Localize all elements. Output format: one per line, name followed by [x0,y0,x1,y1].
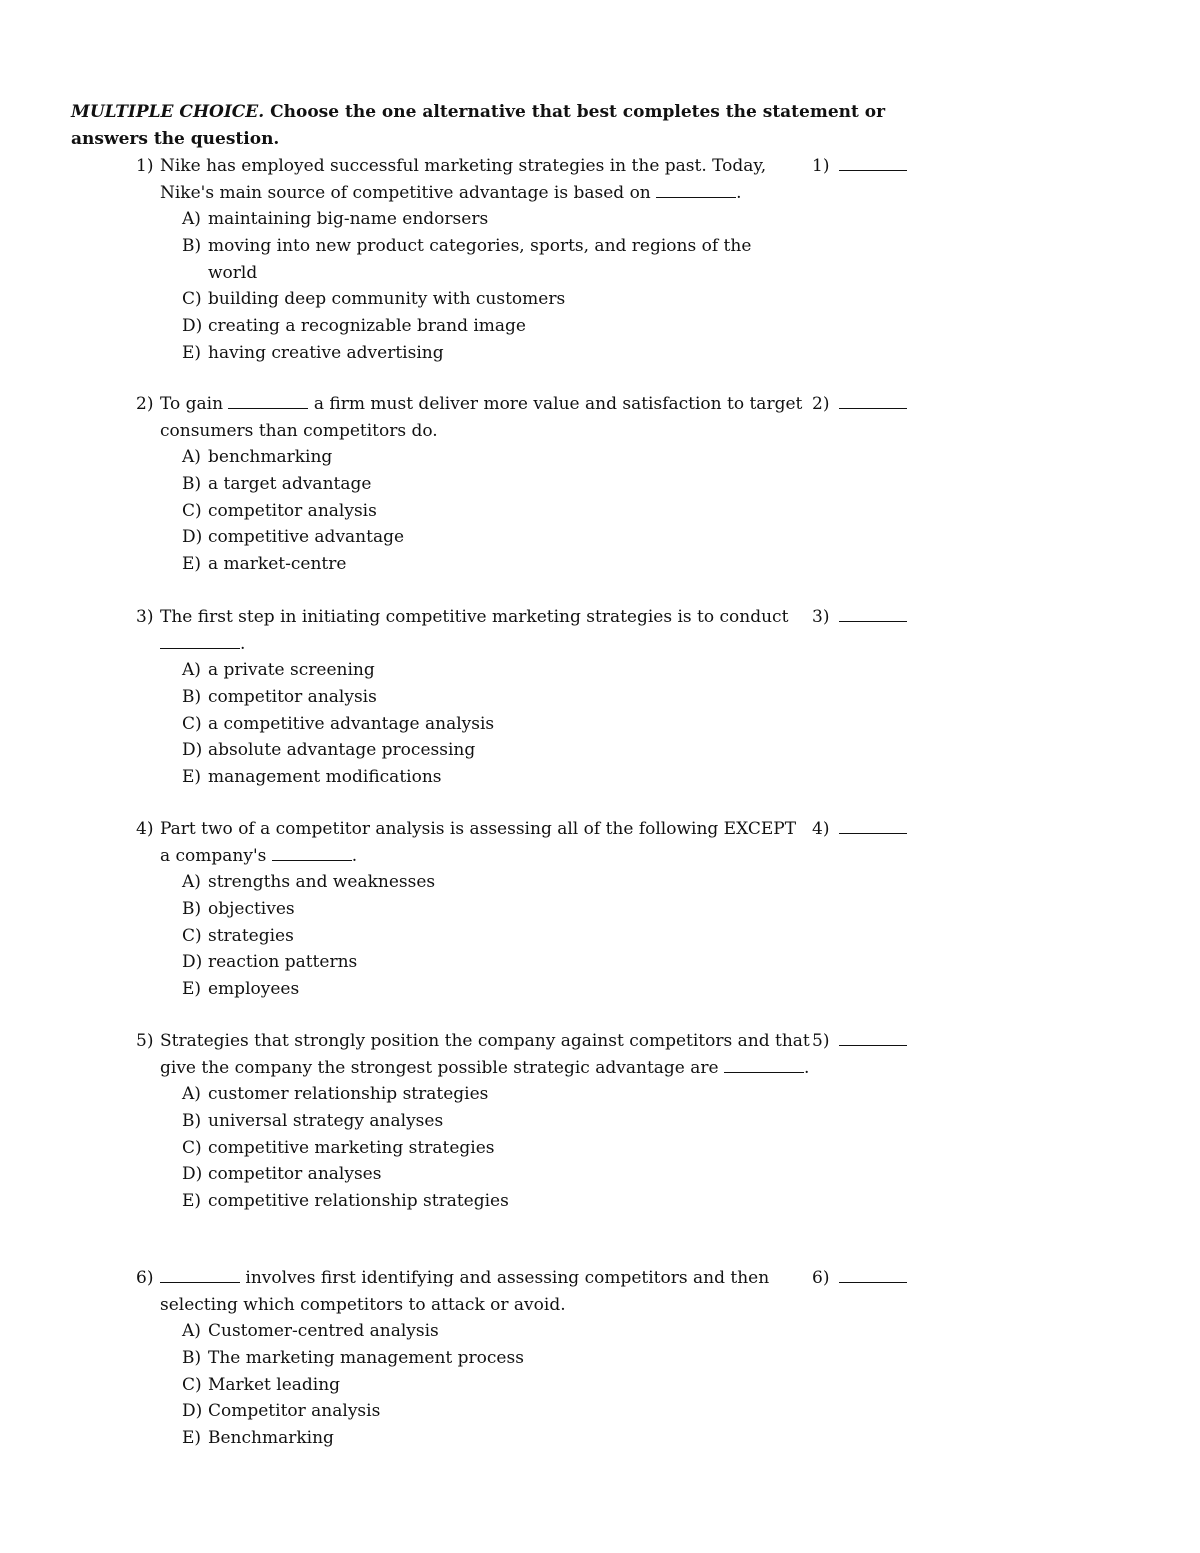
option-text: creating a recognizable brand image [208,316,526,337]
option-b[interactable] [182,1108,778,1135]
option-text: a market-centre [208,554,347,575]
option-b[interactable] [182,1345,778,1372]
option-letter: D) [182,1164,203,1185]
fill-in-blank [656,187,736,198]
option-text: absolute advantage processing [208,740,476,761]
option-d[interactable] [182,313,778,340]
option-list [136,206,926,367]
stem-text-before: Strategies that strongly position the company against competitors and that give the company the strongest possible strategic advantage are [160,1031,810,1078]
question-number: 3) [136,607,154,627]
answer-line[interactable] [839,158,907,171]
option-list [136,657,926,791]
option-c[interactable] [182,711,778,738]
option-list [136,869,926,1003]
question-number: 4) [136,819,154,839]
option-text: Customer-centred analysis [208,1321,439,1341]
section-header [71,99,931,153]
option-letter: A) [182,1321,201,1341]
option-c[interactable] [182,286,778,313]
question-4 [136,816,926,1003]
option-c[interactable] [182,498,778,525]
option-b[interactable] [182,896,778,923]
stem-text-before: The first step in initiating competitive marketing strategies is to conduct [160,607,789,627]
option-letter: B) [182,235,202,256]
answer-slot[interactable] [812,604,907,631]
question-number: 2) [136,394,154,414]
question-5 [136,1028,926,1215]
option-d[interactable] [182,949,778,976]
option-letter: C) [182,1137,202,1158]
fill-in-blank [724,1062,804,1073]
option-list [136,1318,926,1452]
stem-text-after: . [351,845,358,866]
option-d[interactable] [182,1398,778,1425]
option-letter: D) [182,1401,203,1422]
option-text: universal strategy analyses [208,1110,444,1131]
option-text: Competitor analysis [208,1401,381,1422]
answer-number: 4) [812,819,830,839]
option-text: customer relationship strategies [208,1084,489,1104]
option-a[interactable] [182,206,778,233]
stem-text-after: involves first identifying and assessing competitors and then selecting which competitors to attack or avoid. [160,1268,770,1315]
option-text: competitive advantage [208,527,405,548]
option-letter: B) [182,898,202,919]
answer-line[interactable] [839,1270,907,1283]
answer-number: 1) [812,156,830,176]
option-letter: B) [182,1347,202,1368]
fill-in-blank [160,1272,240,1283]
option-c[interactable] [182,1372,778,1399]
stem-text-after: a firm must deliver more value and satisfaction to target consumers than competitors do. [160,394,803,441]
answer-line[interactable] [839,609,907,622]
option-text: competitor analyses [208,1164,382,1185]
option-text: Market leading [208,1374,341,1395]
option-e[interactable] [182,340,778,367]
option-letter: D) [182,952,203,973]
question-stem [136,391,810,444]
option-letter: C) [182,925,202,946]
stem-text-before: Part two of a competitor analysis is assessing all of the following EXCEPT a company's [160,819,797,866]
stem-text-before: Nike has employed successful marketing strategies in the past. Today, Nike's main source of competitive advantage is based on [160,156,767,203]
option-a[interactable] [182,1081,778,1108]
option-letter: E) [182,554,202,575]
option-letter: E) [182,767,202,788]
answer-line[interactable] [839,821,907,834]
option-letter: B) [182,686,202,707]
option-text: employees [208,979,300,1000]
option-a[interactable] [182,444,778,471]
option-letter: E) [182,1428,202,1449]
option-d[interactable] [182,737,778,764]
option-e[interactable] [182,1188,778,1215]
fill-in-blank [160,638,240,649]
option-text: building deep community with customers [208,289,566,310]
option-text: a competitive advantage analysis [208,713,495,734]
option-text: maintaining big-name endorsers [208,209,489,229]
option-c[interactable] [182,1135,778,1162]
option-b[interactable] [182,233,778,287]
option-text: competitor analysis [208,686,377,707]
question-stem [136,1028,810,1081]
option-letter: C) [182,1374,202,1395]
option-letter: D) [182,316,203,337]
option-text: reaction patterns [208,952,358,973]
option-a[interactable] [182,1318,778,1345]
option-letter: E) [182,979,202,1000]
section-title: MULTIPLE CHOICE. [71,102,265,122]
answer-number: 6) [812,1268,830,1288]
option-text: benchmarking [208,447,333,467]
stem-text-after: . [803,1057,810,1078]
question-number: 6) [136,1268,154,1288]
answer-slot[interactable] [812,391,907,418]
option-letter: B) [182,1110,202,1131]
option-letter: D) [182,740,203,761]
option-e[interactable] [182,1425,778,1452]
option-text: Benchmarking [208,1428,334,1449]
option-a[interactable] [182,657,778,684]
answer-line[interactable] [839,1033,907,1046]
option-list [136,444,926,578]
answer-slot[interactable] [812,1265,907,1292]
fill-in-blank [272,850,352,861]
section-directions: Choose the one alternative that best completes the statement or answers the question. [71,102,886,149]
option-text: having creative advertising [208,342,444,363]
question-stem [136,1265,810,1318]
fill-in-blank [228,398,308,409]
option-b[interactable] [182,471,778,498]
question-3 [136,604,926,791]
answer-slot[interactable] [812,153,907,180]
option-text: competitive relationship strategies [208,1191,509,1212]
stem-text-after: . [736,182,742,203]
option-e[interactable] [182,976,778,1003]
option-letter: A) [182,447,201,467]
question-stem [136,816,810,869]
option-b[interactable] [182,684,778,711]
option-letter: C) [182,289,202,310]
question-stem [136,604,810,657]
answer-number: 3) [812,607,830,627]
option-letter: E) [182,1191,202,1212]
option-text: competitive marketing strategies [208,1137,495,1158]
option-text: strategies [208,925,294,946]
option-e[interactable] [182,551,778,578]
option-text: competitor analysis [208,500,377,521]
option-text: strengths and weaknesses [208,872,436,892]
option-letter: A) [182,660,201,680]
option-d[interactable] [182,524,778,551]
option-letter: C) [182,713,202,734]
option-letter: E) [182,342,202,363]
option-text: moving into new product categories, sports, and regions of the world [208,235,752,283]
option-list [136,1081,926,1215]
question-stem [136,153,810,206]
option-c[interactable] [182,923,778,950]
question-6 [136,1265,926,1452]
option-text: The marketing management process [208,1347,524,1368]
stem-text-after: . [240,633,246,654]
option-letter: A) [182,209,201,229]
option-letter: B) [182,473,202,494]
answer-number: 5) [812,1031,830,1051]
answer-slot[interactable] [812,816,907,843]
option-letter: C) [182,500,202,521]
question-2 [136,391,926,578]
question-1 [136,153,926,367]
option-letter: A) [182,1084,201,1104]
option-letter: A) [182,872,201,892]
answer-number: 2) [812,394,830,414]
question-number: 5) [136,1031,154,1051]
option-e[interactable] [182,764,778,791]
option-text: objectives [208,898,295,919]
option-text: a target advantage [208,473,372,494]
option-letter: D) [182,527,203,548]
question-number: 1) [136,156,154,176]
option-a[interactable] [182,869,778,896]
answer-line[interactable] [839,396,907,409]
stem-text-before: To gain [160,394,224,414]
option-d[interactable] [182,1161,778,1188]
option-text: management modifications [208,767,442,788]
option-text: a private screening [208,660,375,680]
answer-slot[interactable] [812,1028,907,1055]
